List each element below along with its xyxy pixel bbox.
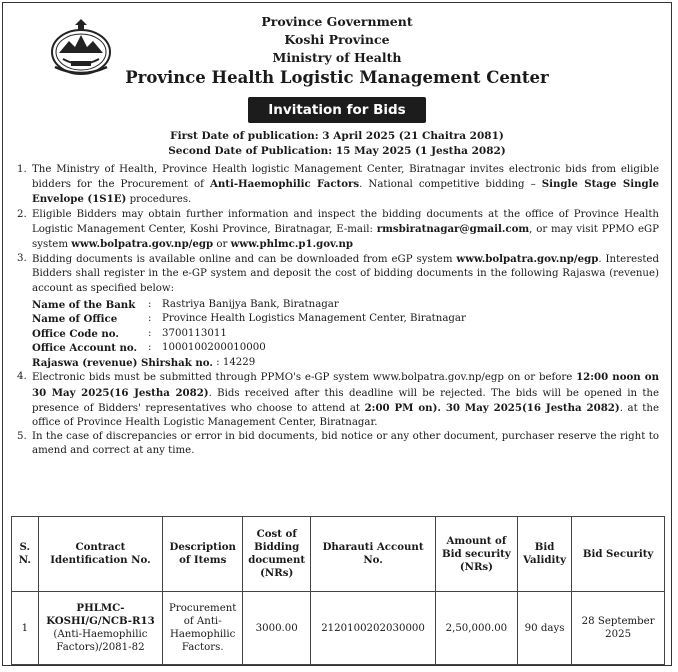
item-number: 3.	[17, 253, 27, 265]
koshi-province-heading: Koshi Province	[284, 32, 390, 47]
bid-details-table	[11, 516, 665, 665]
cell-validity: 90 days	[517, 592, 571, 665]
province-government-heading: Province Government	[261, 14, 413, 29]
cell-dharauti: 2120100202030000	[311, 592, 436, 665]
bid-opening-time: 2:00 PM on). 30 May 2025(16 Jestha 2082)	[364, 401, 620, 414]
notice-item-4: 4. Electronic bids must be submitted through PPMO's e-GP system www.bolpatra.gov.np/egp on or before 12:00 noon on 30 May 2025(16 Jestha 2082). Bids received after this deadline will be rejected. The bids will be opened in the presence of Bidders' representatives who choose to attend at 2:00 PM on). 30 May 2025(16 Jestha 2082). at the office of Province Health Logistic Management Center, Biratnagar.	[17, 371, 660, 428]
cell-sn: 1	[12, 592, 39, 665]
cell-amount: 2,50,000.00	[435, 592, 517, 665]
bank-details	[32, 298, 659, 371]
col-security-header: Bid Security	[572, 517, 665, 592]
first-publication-date: First Date of publication: 3 April 2025 (21 Chaitra 2081)	[170, 130, 504, 142]
col-amount-header: Amount of Bid security (NRs)	[435, 517, 517, 592]
col-description-header: Description of Items	[163, 517, 243, 592]
revenue-shirshak-row: Rajaswa (revenue) Shirshak no. : 14229	[32, 356, 256, 369]
cell-security: 28 September 2025	[572, 592, 665, 665]
bank-name-row: Name of the Bank : Rastriya Banijya Bank, Biratnagar	[32, 298, 339, 311]
office-name-row: Name of Office : Province Health Logistics Management Center, Biratnagar	[32, 313, 466, 326]
office-account-row: Office Account no. : 1000100200010000	[32, 342, 266, 355]
cell-description: Procurement of Anti-Haemophilic Factors.	[163, 592, 243, 665]
col-validity-header: Bid Validity	[517, 517, 571, 592]
item-number: 4.	[17, 371, 27, 383]
egp-website: www.bolpatra.gov.np/egp	[456, 253, 599, 266]
email-address: rmsbiratnagar@gmail.com	[376, 222, 530, 235]
office-code-row: Office Code no. : 3700113011	[32, 327, 227, 340]
item-number: 5.	[17, 431, 27, 443]
item-number: 1.	[17, 164, 27, 175]
table-row	[12, 592, 665, 665]
notice-page	[2, 2, 672, 666]
notice-item-5: 5. In the case of discrepancies or error in bid documents, bid notice or any other document, purchaser reserve the right to amend and correct at any time.	[17, 431, 659, 457]
nepal-government-emblem-icon	[49, 19, 113, 77]
submission-deadline: 12:00 noon on 30 May 2025(16 Jestha 2082)	[32, 371, 659, 399]
cell-contract: PHLMC-KOSHI/G/NCB-R13 (Anti-Haemophilic Factors)/2081-82	[38, 592, 163, 665]
cell-cost: 3000.00	[243, 592, 311, 665]
col-sn-header: S. N.	[12, 517, 39, 592]
col-dharauti-header: Dharauti Account No.	[311, 517, 436, 592]
col-cost-header: Cost of Bidding document (NRs)	[243, 517, 311, 592]
center-name-heading: Province Health Logistic Management Center	[125, 68, 549, 87]
notice-items	[3, 163, 671, 459]
egp-website: www.bolpatra.gov.np/egp	[71, 238, 214, 251]
notice-item-2: 2. Eligible Bidders may obtain further information and inspect the bidding documents at the office of Province Health Logistic Management Center, Koshi Province, Biratnagar, E-mail: rmsbiratnagar@gmail.com, or may visit PPMO eGP system www.bolpatra.gov.np/egp or www.phlmc.p1.gov.np	[17, 208, 660, 251]
invitation-for-bids-banner: Invitation for Bids	[248, 97, 425, 123]
item-number: 2.	[17, 208, 27, 220]
table-header-row	[12, 517, 665, 592]
second-publication-date: Second Date of Publication: 15 May 2025 (1 Jestha 2082)	[168, 145, 506, 157]
ministry-heading: Ministry of Health	[272, 50, 402, 65]
notice-item-1: 1. The Ministry of Health, Province Health logistic Management Center, Biratnagar invites electronic bids from eligible bidders for the Procurement of Anti-Haemophilic Factors. National competitive bidding – Single Stage Single Envelope (1S1E) procedures.	[17, 164, 659, 206]
col-contract-header: Contract Identification No.	[38, 517, 163, 592]
notice-item-3: 3. Bidding documents is available online and can be downloaded from eGP system www.bolpatra.gov.np/egp. Interested Bidders shall register in the e-GP system and deposit the cost of bidding documents in the following Rajaswa (revenue) account as specified below: Name of the Bank : Rastriya Banijya Bank, Biratnagar Name of Office : Province Health Logistics Management Center, Biratnagar Office Code no. : 3700113011 Office Account no. : 1000100200010000 Rajaswa (revenue) Shirshak no. : 14229	[17, 253, 659, 369]
phlmc-website: www.phlmc.p1.gov.np	[230, 238, 354, 251]
